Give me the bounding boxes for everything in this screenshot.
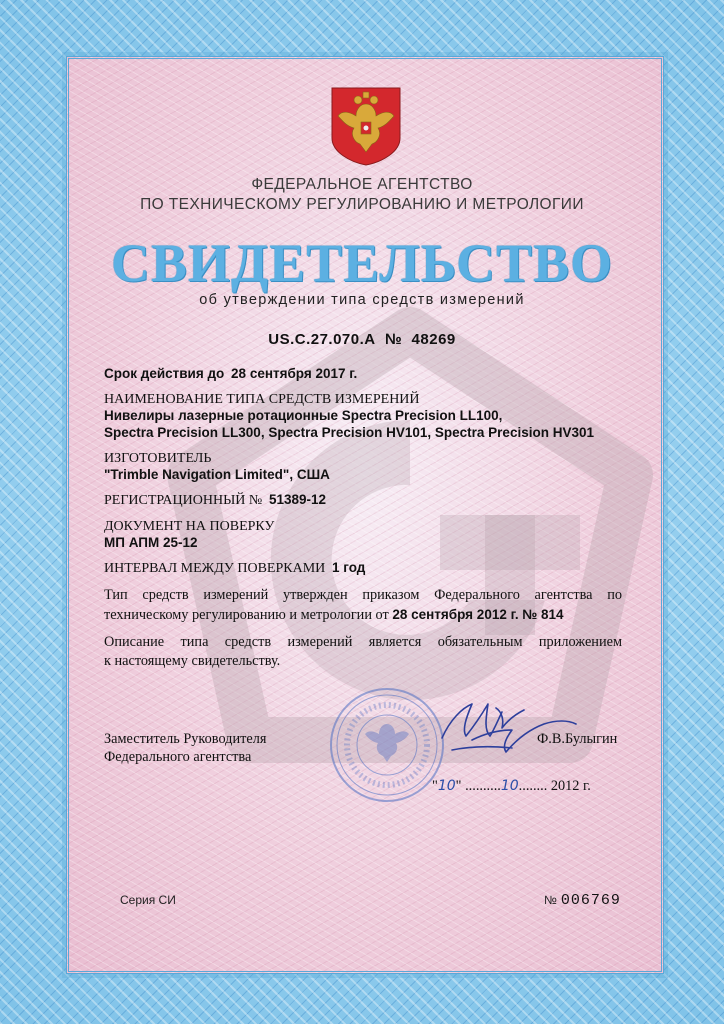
signatory-title-line1: Заместитель Руководителя — [104, 731, 267, 747]
description-line2: к настоящему свидетельству. — [104, 653, 281, 669]
issue-date-day: 10 — [437, 778, 456, 794]
certificate-number-value: 48269 — [411, 331, 456, 348]
approval-paragraph — [104, 586, 622, 625]
certificate-subtitle: об утверждении типа средств измерений — [199, 292, 525, 308]
validity-label: Срок действия до — [104, 366, 225, 381]
handwritten-signature-icon — [432, 690, 582, 770]
manufacturer-value: "Trimble Navigation Limited", США — [104, 467, 330, 482]
certificate-title: СВИДЕТЕЛЬСТВО — [110, 233, 614, 293]
registration-label: РЕГИСТРАЦИОННЫЙ № — [104, 493, 263, 508]
interval-label: ИНТЕРВАЛ МЕЖДУ ПОВЕРКАМИ — [104, 561, 326, 576]
number-sign: № — [384, 331, 403, 348]
issue-date-dots2: ........ — [518, 778, 548, 794]
approval-order-number: № 814 — [522, 607, 564, 622]
serial-number: 006769 — [560, 892, 621, 909]
issue-date-open-quote: " — [432, 778, 438, 794]
interval-row — [104, 560, 365, 577]
approval-order-date: 28 сентября 2012 г. — [392, 607, 519, 622]
issue-date — [432, 778, 591, 795]
serial-number-row — [544, 891, 621, 909]
approval-line1: Тип средств измерений утвержден приказом Федерального агентства по — [104, 587, 622, 603]
russian-coat-of-arms-icon — [330, 86, 402, 166]
interval-value: 1 год — [332, 560, 366, 575]
approval-line2 — [104, 605, 622, 625]
issue-date-close-quote: " — [455, 778, 462, 794]
issue-date-month: 10 — [500, 778, 519, 794]
agency-name-line2: ПО ТЕХНИЧЕСКОМУ РЕГУЛИРОВАНИЮ И МЕТРОЛОГИИ — [140, 196, 584, 213]
issue-date-dots: .......... — [465, 778, 501, 794]
manufacturer-label: ИЗГОТОВИТЕЛЬ — [104, 451, 212, 466]
registration-value: 51389-12 — [269, 492, 327, 507]
approval-line2-text: техническому регулированию и метрологии от — [104, 607, 389, 623]
verification-doc-label: ДОКУМЕНТ НА ПОВЕРКУ — [104, 519, 275, 534]
instrument-type-line1: Нивелиры лазерные ротационные Spectra Precision LL100, — [104, 408, 503, 423]
serial-number-sign: № — [544, 893, 557, 907]
series-label: Серия СИ — [120, 893, 176, 907]
instrument-type-line2: Spectra Precision LL300, Spectra Precision HV101, Spectra Precision HV301 — [104, 425, 594, 440]
registration-row — [104, 492, 326, 509]
issue-date-year: 2012 г. — [550, 778, 591, 794]
certificate-number — [66, 331, 658, 348]
signatory-title-line2: Федерального агентства — [104, 749, 252, 765]
official-seal-stamp-icon — [328, 686, 446, 804]
signatory-name: Ф.В.Булыгин — [537, 731, 618, 747]
agency-name-line1: ФЕДЕРАЛЬНОЕ АГЕНТСТВО — [251, 176, 473, 193]
instrument-type-label: НАИМЕНОВАНИЕ ТИПА СРЕДСТВ ИЗМЕРЕНИЙ — [104, 392, 420, 407]
description-line1: Описание типа средств измерений является обязательным приложением — [104, 634, 622, 650]
description-paragraph — [104, 633, 622, 671]
certificate-code: US.C.27.070.A — [268, 331, 376, 348]
validity-row — [104, 366, 357, 382]
validity-date: 28 сентября 2017 г. — [231, 366, 358, 381]
verification-doc-value: МП АПМ 25-12 — [104, 535, 198, 550]
